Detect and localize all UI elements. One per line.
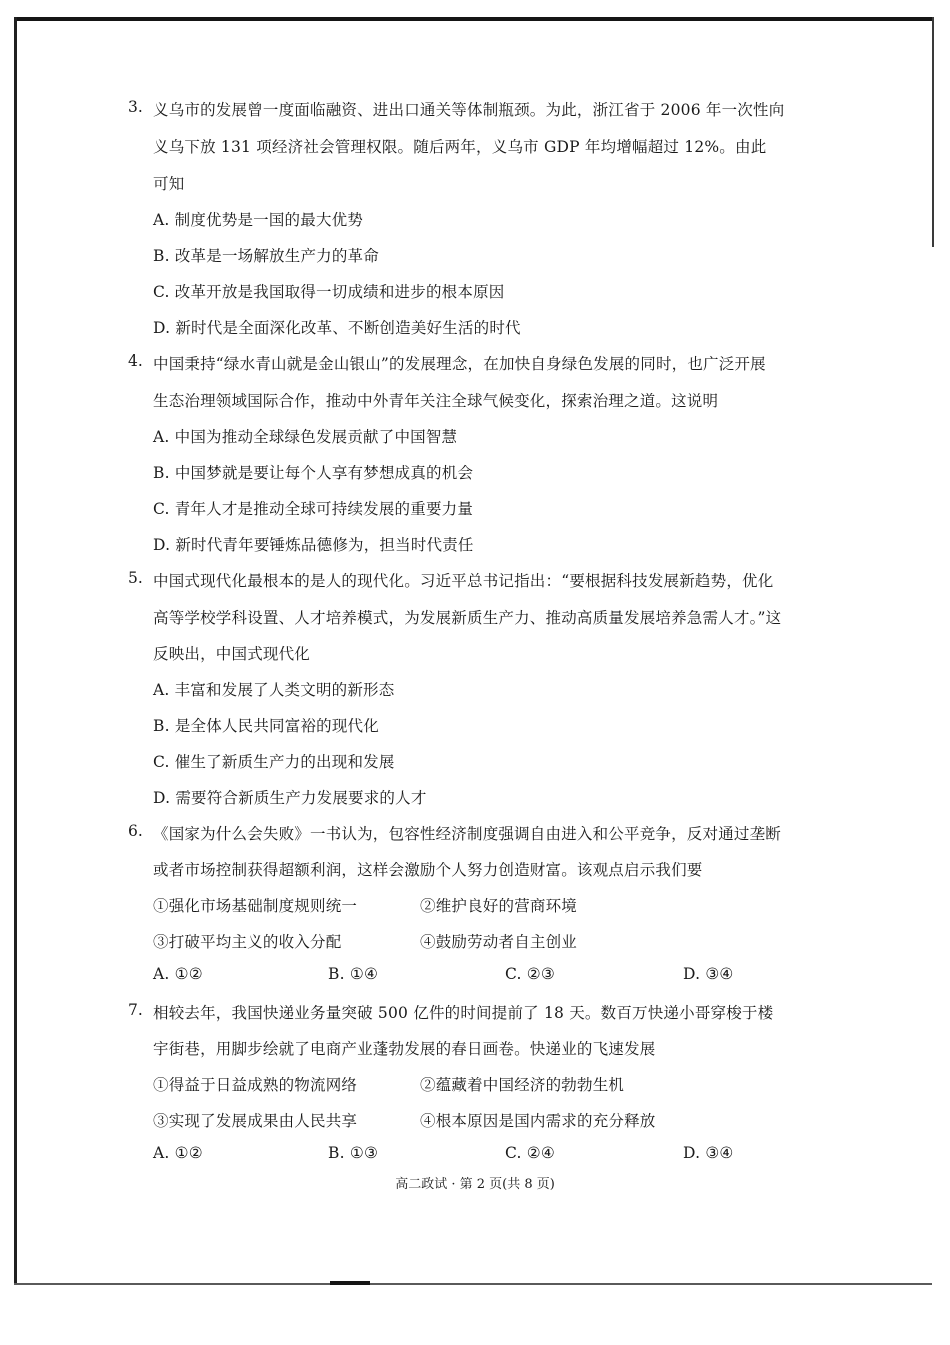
statement-1: ①强化市场基础制度规则统一 [153, 897, 358, 915]
question-stem-line: 相较去年，我国快递业务量突破 500 亿件的时间提前了 18 天。数百万快递小哥穿梭于楼 [153, 1004, 774, 1022]
question-number: 5. [128, 569, 143, 587]
option-b: B. 改革是一场解放生产力的革命 [153, 247, 379, 265]
option-d: D. 新时代是全面深化改革、不断创造美好生活的时代 [153, 319, 521, 337]
question-stem-line: 《国家为什么会失败》一书认为，包容性经济制度强调自由进入和公平竞争，反对通过垄断 [153, 825, 782, 843]
question-stem-line: 生态治理领域国际合作，推动中外青年关注全球气候变化，探索治理之道。这说明 [153, 392, 719, 410]
choice-b: B. ①③ [328, 1144, 379, 1162]
page-footer: 高二政试 · 第 2 页(共 8 页) [395, 1177, 555, 1192]
choice-c: C. ②③ [505, 965, 555, 983]
option-a: A. 制度优势是一国的最大优势 [153, 211, 364, 229]
option-c: C. 改革开放是我国取得一切成绩和进步的根本原因 [153, 283, 505, 301]
option-c: C. 催生了新质生产力的出现和发展 [153, 753, 395, 771]
question-number: 7. [128, 1001, 143, 1019]
statement-4: ④鼓励劳动者自主创业 [420, 933, 578, 951]
question-stem-line: 义乌下放 131 项经济社会管理权限。随后两年，义乌市 GDP 年均增幅超过 12%。由此 [153, 138, 767, 156]
option-a: A. 中国为推动全球绿色发展贡献了中国智慧 [153, 428, 458, 446]
question-number: 6. [128, 822, 143, 840]
question-number: 3. [128, 98, 143, 116]
statement-3: ③打破平均主义的收入分配 [153, 933, 342, 951]
option-c: C. 青年人才是推动全球可持续发展的重要力量 [153, 500, 474, 518]
question-stem-line: 义乌市的发展曾一度面临融资、进出口通关等体制瓶颈。为此，浙江省于 2006 年一次性向 [153, 101, 785, 119]
option-b: B. 是全体人民共同富裕的现代化 [153, 717, 379, 735]
option-d: D. 需要符合新质生产力发展要求的人才 [153, 789, 427, 807]
question-stem-line: 反映出，中国式现代化 [153, 645, 311, 663]
statement-2: ②蕴藏着中国经济的勃勃生机 [420, 1076, 625, 1094]
question-stem-line: 中国式现代化最根本的是人的现代化。习近平总书记指出：“要根据科技发展新趋势，优化 [153, 572, 774, 590]
question-stem-line: 中国秉持“绿水青山就是金山银山”的发展理念，在加快自身绿色发展的同时，也广泛开展 [153, 355, 766, 373]
question-stem-line: 可知 [153, 175, 185, 193]
choice-b: B. ①④ [328, 965, 379, 983]
statement-4: ④根本原因是国内需求的充分释放 [420, 1112, 656, 1130]
choice-a: A. ①② [153, 1144, 203, 1162]
question-stem-line: 宇街巷，用脚步绘就了电商产业蓬勃发展的春日画卷。快递业的飞速发展 [153, 1040, 656, 1058]
question-stem-line: 高等学校学科设置、人才培养模式，为发展新质生产力、推动高质量发展培养急需人才。”这 [153, 609, 782, 627]
choice-c: C. ②④ [505, 1144, 555, 1162]
option-a: A. 丰富和发展了人类文明的新形态 [153, 681, 395, 699]
choice-a: A. ①② [153, 965, 203, 983]
choice-d: D. ③④ [683, 965, 734, 983]
option-d: D. 新时代青年要锤炼品德修为，担当时代责任 [153, 536, 474, 554]
option-b: B. 中国梦就是要让每个人享有梦想成真的机会 [153, 464, 474, 482]
question-number: 4. [128, 352, 143, 370]
statement-2: ②维护良好的营商环境 [420, 897, 578, 915]
statement-1: ①得益于日益成熟的物流网络 [153, 1076, 358, 1094]
statement-3: ③实现了发展成果由人民共享 [153, 1112, 358, 1130]
question-stem-line: 或者市场控制获得超额利润，这样会激励个人努力创造财富。该观点启示我们要 [153, 861, 703, 879]
choice-d: D. ③④ [683, 1144, 734, 1162]
